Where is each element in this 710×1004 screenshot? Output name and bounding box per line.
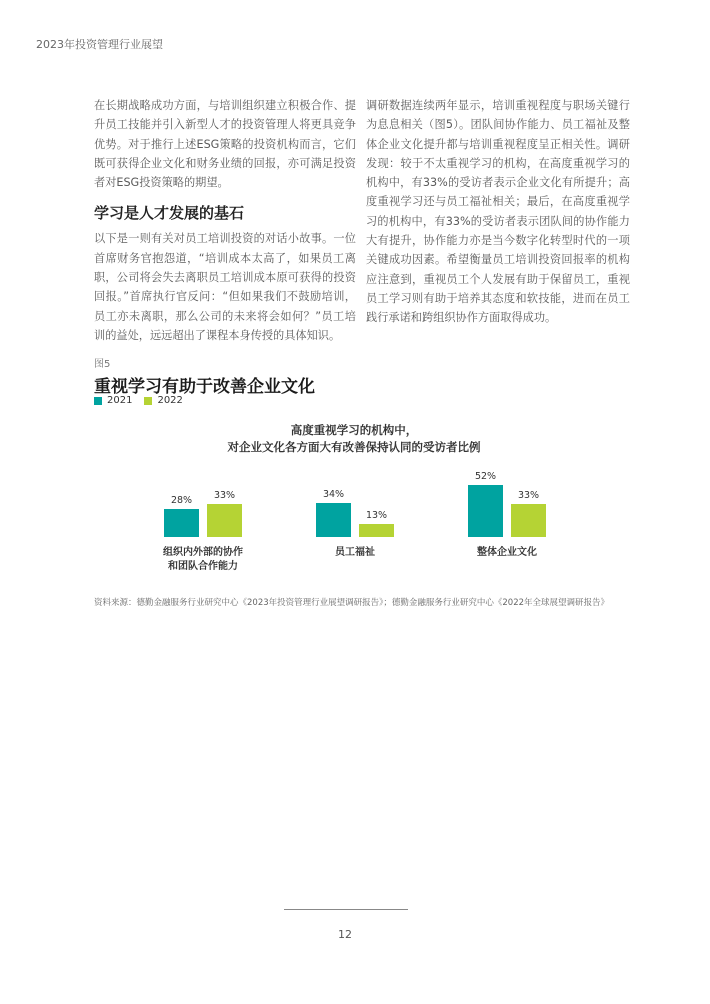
figure-label: 图5 — [94, 359, 111, 370]
bar-2022-1 — [207, 504, 242, 537]
chart-subtitle-line-2: 对企业文化各方面大有改善保持认同的受访者比例 — [227, 440, 481, 454]
bar-2021-2 — [316, 503, 351, 537]
legend-label-2021: 2021 — [107, 395, 133, 406]
category-label-3: 整体企业文化 — [477, 547, 537, 558]
bar-chart — [94, 455, 614, 585]
footer-divider — [284, 909, 408, 910]
bar-2022-2 — [359, 524, 394, 537]
bar-2022-3 — [511, 504, 546, 537]
left-paragraph-1: 在长期战略成功方面，与培训组织建立积极合作、提升员工技能并引入新型人才的投资管理人将更具竞争优势。对于推行上述ESG策略的投资机构而言，它们既可获得企业文化和财务业绩的回报，亦可满足投资者对ESG投资策略的期望。 — [94, 99, 356, 190]
legend-item-2022 — [144, 395, 182, 406]
page-number: 12 — [338, 928, 352, 941]
data-label-2022-3: 33% — [517, 490, 540, 501]
data-label-2022-2: 13% — [365, 510, 388, 521]
bar-2021-1 — [164, 509, 199, 537]
bar-2021-3 — [468, 485, 503, 537]
data-label-2022-1: 33% — [213, 490, 236, 501]
legend-item-2021 — [94, 395, 132, 406]
source-note: 资料来源：德勤金融服务行业研究中心《2023年投资管理行业展望调研报告》；德勤金融服务行业研究中心《2022年全球展望调研报告》 — [94, 598, 610, 608]
section-heading: 学习是人才发展的基石 — [94, 204, 245, 223]
category-label-1-line-2: 和团队合作能力 — [168, 561, 238, 572]
left-paragraph-2: 以下是一则有关对员工培训投资的对话小故事。一位首席财务官抱怨道，“培训成本太高了，如果员工离职，公司将会失去离职员工培训成本原可获得的投资回报。”首席执行官反问：“但如果我们不鼓励培训，员工亦未离职，那么公司的未来将会如何？”员工培训的益处，远远超出了课程本身传授的具体知识。 — [94, 232, 356, 342]
chart-subtitle-line-1: 高度重视学习的机构中， — [290, 423, 418, 437]
legend-swatch-2021 — [94, 397, 102, 405]
data-label-2021-1: 28% — [170, 495, 193, 506]
category-label-2: 员工福祉 — [335, 547, 375, 558]
data-label-2021-2: 34% — [322, 489, 345, 500]
category-label-1-line-1: 组织内外部的协作 — [163, 547, 243, 558]
chart-legend — [94, 395, 195, 406]
figure-title: 重视学习有助于改善企业文化 — [94, 377, 315, 397]
chart-subtitle — [94, 422, 614, 456]
legend-swatch-2022 — [144, 397, 152, 405]
right-paragraph-1: 调研数据连续两年显示，培训重视程度与职场关键行为息息相关（图5）。团队间协作能力、员工福祉及整体企业文化提升都与培训重视程度呈正相关性。调研发现：较于不太重视学习的机构，在高度重视学习的机构中，有33%的受访者表示企业文化有所提升；高度重视学习还与员工福祉相关；最后，在高度重视学习的机构中，有33%的受访者表示团队间的协作能力大有提升，协作能力亦是当今数字化转型时代的一项关键成功因素。希望衡量员工培训投资回报率的机构应注意到，重视员工个人发展有助于保留员工，重视员工学习则有助于培养其态度和软技能，进而在员工践行承诺和跨组织协作方面取得成功。 — [366, 99, 630, 325]
right-column — [366, 96, 630, 328]
left-column — [94, 96, 356, 345]
running-header: 2023年投资管理行业展望 — [36, 38, 163, 51]
legend-label-2022: 2022 — [157, 395, 183, 406]
data-label-2021-3: 52% — [474, 471, 497, 482]
